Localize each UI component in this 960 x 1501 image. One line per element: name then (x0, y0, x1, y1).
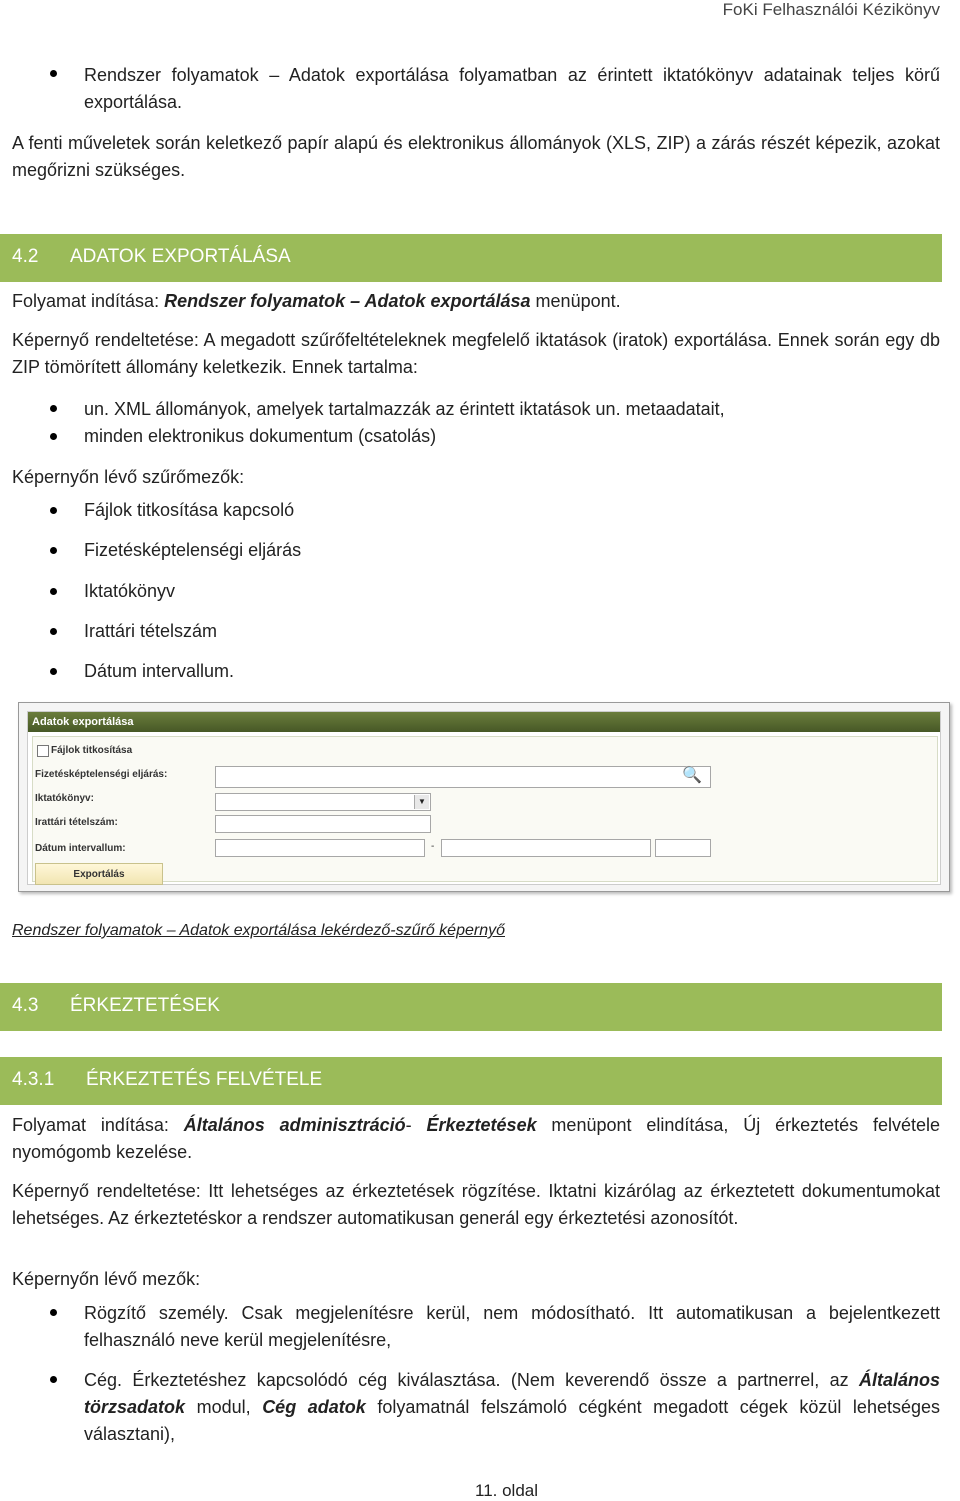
filter-item: Iktatókönyv (84, 581, 176, 601)
bullet-dot (50, 668, 57, 675)
section-title: ADATOK EXPORTÁLÁSA (70, 246, 291, 267)
field-label: Dátum intervallum: (35, 843, 126, 854)
insolvency-procedure-field[interactable] (215, 766, 711, 788)
filter-item: Fájlok titkosítása kapcsoló (84, 500, 295, 520)
export-form-screenshot (18, 702, 950, 892)
section-number: 4.3.1 (12, 1069, 55, 1090)
module-name: Általános törzsadatok (84, 1370, 940, 1417)
date-range-dash: - (431, 841, 435, 852)
start-suffix: menüpont. (530, 291, 621, 311)
start-suffix: menüpont elindítása, Új érkeztetés felvétele nyomógomb kezelése. (12, 1115, 941, 1162)
bullet-dot (50, 1309, 57, 1316)
menu-separator: - (405, 1115, 427, 1135)
page-number: 11. oldal (475, 1481, 539, 1500)
process-name: Cég adatok (262, 1397, 366, 1417)
fields-heading: Képernyőn lévő mezők: (12, 1269, 201, 1289)
section-heading-4-2 (0, 234, 942, 282)
start-prefix: Folyamat indítása: (12, 1115, 184, 1135)
content-item: un. XML állományok, amelyek tartalmazzák az érintett iktatások un. metaadatait, (84, 399, 725, 419)
purpose-paragraph: Képernyő rendeltetése: Itt lehetséges az érkeztetések rögzítése. Iktatni kizárólag az érkeztetett dokumentumokat lehetséges. Az érkeztetéskor a rendszer automatikusan generál egy érkeztetési azonosítót. (12, 1181, 940, 1228)
bullet-dot (50, 433, 57, 440)
menu-name: Érkeztetések (426, 1115, 537, 1135)
checkbox-label: Fájlok titkosítása (51, 745, 133, 756)
date-to-input[interactable] (441, 839, 651, 857)
bullet-dot (50, 547, 57, 554)
content-item: minden elektronikus dokumentum (csatolás) (84, 426, 437, 446)
filter-item: Irattári tételszám (84, 621, 218, 641)
field-text: modul, (185, 1397, 263, 1417)
field-text: Cég. Érkeztetéshez kapcsolódó cég kiválasztása. (Nem keverendő össze a partnerrel, az (84, 1370, 859, 1390)
intro-paragraph: A fenti műveletek során keletkező papír alapú és elektronikus állományok (XLS, ZIP) a zárás részét képezik, azokat megőrizni szükséges. (12, 133, 940, 180)
bullet-dot (50, 628, 57, 635)
bullet-dot (50, 507, 57, 514)
filters-heading: Képernyőn lévő szűrőmezők: (12, 467, 245, 487)
form-body (32, 736, 938, 882)
filter-item: Fizetésképtelenségi eljárás (84, 540, 302, 560)
bullet-dot (50, 1376, 57, 1383)
field-label: Irattári tételszám: (35, 817, 118, 828)
encrypt-files-checkbox[interactable] (37, 745, 49, 757)
section-heading-4-3 (0, 983, 942, 1031)
export-form-panel (27, 711, 941, 885)
date-from-input[interactable] (215, 839, 425, 857)
bullet-dot (50, 70, 57, 77)
section-title: ÉRKEZTETÉSEK (70, 995, 220, 1016)
field-label: Fizetésképtelenségi eljárás: (35, 769, 168, 780)
section-heading-4-3-1 (0, 1057, 942, 1105)
chevron-down-icon[interactable]: ▼ (414, 795, 429, 809)
field-label: Iktatókönyv: (35, 793, 94, 804)
export-button[interactable]: Exportálás (35, 863, 163, 885)
bullet-dot (50, 405, 57, 412)
top-bullet-text: Rendszer folyamatok – Adatok exportálása folyamatban az érintett iktatókönyv adatainak teljes körű exportálása. (84, 65, 940, 112)
process-start-paragraph (12, 1112, 940, 1166)
file-item-number-input[interactable] (215, 815, 431, 833)
field-text: folyamatnál felszámoló cégként megadott cégek közül lehetséges választani), (84, 1397, 940, 1444)
purpose-paragraph: Képernyő rendeltetése: A megadott szűrőfeltételeknek megfelelő iktatások (iratok) exportálása. Ennek során egy db ZIP tömörített állomány keletkezik. Ennek tartalma: (12, 330, 940, 377)
section-number: 4.2 (12, 246, 39, 267)
process-start-line (12, 288, 940, 315)
panel-title: Adatok exportálása (28, 712, 940, 732)
field-item (84, 1367, 940, 1448)
bullet-dot (50, 588, 57, 595)
filter-item: Dátum intervallum. (84, 661, 235, 681)
start-prefix: Folyamat indítása: (12, 291, 165, 311)
menu-name: Általános adminisztráció (183, 1115, 406, 1135)
figure-caption: Rendszer folyamatok – Adatok exportálása lekérdező-szűrő képernyő (12, 922, 505, 939)
field-item: Rögzítő személy. Csak megjelenítésre kerül, nem módosítható. Itt automatikusan a bejelentkezett felhasználó neve kerül megjelenítésre, (84, 1303, 940, 1350)
register-book-select[interactable] (215, 793, 431, 811)
section-number: 4.3 (12, 995, 39, 1016)
section-title: ÉRKEZTETÉS FELVÉTELE (86, 1069, 323, 1090)
menu-path: Rendszer folyamatok – Adatok exportálása (164, 291, 531, 311)
search-icon[interactable]: 🔍 (682, 767, 702, 784)
date-extra-input[interactable] (655, 839, 711, 857)
header-title: FoKi Felhasználói Kézikönyv (722, 0, 940, 19)
